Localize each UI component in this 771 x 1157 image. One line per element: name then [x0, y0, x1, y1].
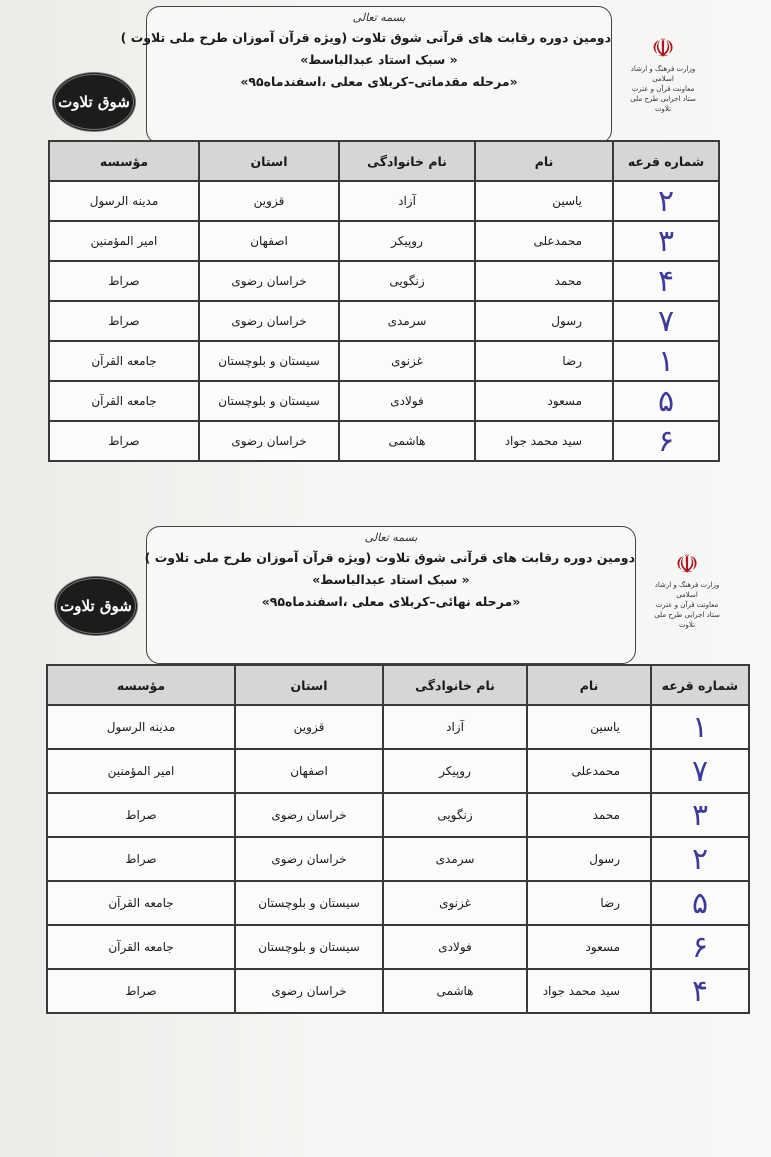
- table-row: [47, 749, 749, 793]
- draw-number: ۴: [651, 969, 749, 1013]
- table-row: [47, 705, 749, 749]
- first-name: محمدعلی: [475, 221, 613, 261]
- province: خراسان رضوی: [199, 261, 339, 301]
- institute: جامعه القرآن: [49, 381, 199, 421]
- table-row: [49, 341, 719, 381]
- province: سیستان و بلوچستان: [199, 341, 339, 381]
- table-header-row: [47, 665, 749, 705]
- draw-number: ۲: [613, 181, 719, 221]
- table-row: [49, 301, 719, 341]
- basmala: بسمه تعالی: [364, 531, 418, 544]
- header-line-1: دومین دوره رقابت های قرآنی شوق تلاوت (ویژه قرآن آموزان طرح ملی تلاوت ): [144, 550, 635, 565]
- header-box: [120, 6, 612, 144]
- province: اصفهان: [199, 221, 339, 261]
- institute: امیر المؤمنین: [49, 221, 199, 261]
- table-row: [49, 421, 719, 461]
- draw-number: ۶: [651, 925, 749, 969]
- last-name: سرمدی: [339, 301, 475, 341]
- first-name: سید محمد جواد: [475, 421, 613, 461]
- province: سیستان و بلوچستان: [235, 925, 383, 969]
- first-name: محمد: [475, 261, 613, 301]
- institute: صراط: [47, 969, 235, 1013]
- basmala: بسمه تعالی: [352, 11, 406, 24]
- last-name: روپیکر: [339, 221, 475, 261]
- table-row: [47, 925, 749, 969]
- last-name: هاشمی: [383, 969, 527, 1013]
- institute: امیر المؤمنین: [47, 749, 235, 793]
- last-name: فولادی: [383, 925, 527, 969]
- first-name: رضا: [527, 881, 651, 925]
- institute: صراط: [49, 261, 199, 301]
- province: خراسان رضوی: [199, 301, 339, 341]
- draw-number: ۵: [651, 881, 749, 925]
- province: قزوین: [199, 181, 339, 221]
- first-name: یاسین: [475, 181, 613, 221]
- institute: صراط: [49, 301, 199, 341]
- table-row: [49, 261, 719, 301]
- province: سیستان و بلوچستان: [199, 381, 339, 421]
- first-name: رضا: [475, 341, 613, 381]
- shogh-telavat-logo: [54, 576, 138, 636]
- province: اصفهان: [235, 749, 383, 793]
- table-row: [47, 969, 749, 1013]
- header-line-3: «مرحله نهائی–کربلای معلی ،اسفندماه۹۵»: [261, 594, 521, 609]
- last-name: غزنوی: [383, 881, 527, 925]
- institute: مدینه الرسول: [49, 181, 199, 221]
- province: خراسان رضوی: [235, 969, 383, 1013]
- draw-number: ۷: [651, 749, 749, 793]
- first-name: رسول: [475, 301, 613, 341]
- province: خراسان رضوی: [199, 421, 339, 461]
- col-header-institute: مؤسسه: [47, 665, 235, 705]
- table-row: [47, 837, 749, 881]
- first-name: محمدعلی: [527, 749, 651, 793]
- col-header-last-name: نام خانوادگی: [339, 141, 475, 181]
- last-name: آزاد: [339, 181, 475, 221]
- draw-number: ۵: [613, 381, 719, 421]
- institute: جامعه القرآن: [49, 341, 199, 381]
- last-name: زنگویی: [383, 793, 527, 837]
- header-line-2: « سبک استاد عبدالباسط»: [312, 572, 470, 587]
- last-name: هاشمی: [339, 421, 475, 461]
- province: سیستان و بلوچستان: [235, 881, 383, 925]
- iran-emblem: [628, 34, 698, 114]
- last-name: آزاد: [383, 705, 527, 749]
- header-line-1: دومین دوره رقابت های قرآنی شوق تلاوت (ویژه قرآن آموزان طرح ملی تلاوت ): [120, 30, 611, 45]
- province: قزوین: [235, 705, 383, 749]
- last-name: سرمدی: [383, 837, 527, 881]
- first-name: مسعود: [475, 381, 613, 421]
- table-row: [49, 381, 719, 421]
- col-header-last-name: نام خانوادگی: [383, 665, 527, 705]
- emblem-icon: ☫: [651, 34, 675, 64]
- col-header-province: استان: [235, 665, 383, 705]
- institute: صراط: [47, 837, 235, 881]
- first-name: محمد: [527, 793, 651, 837]
- institute: مدینه الرسول: [47, 705, 235, 749]
- first-name: یاسین: [527, 705, 651, 749]
- header-box: [146, 526, 636, 664]
- col-header-first-name: نام: [527, 665, 651, 705]
- draw-table: [46, 664, 750, 1014]
- last-name: زنگویی: [339, 261, 475, 301]
- header-line-2: « سبک استاد عبدالباسط»: [300, 52, 458, 67]
- draw-number: ۲: [651, 837, 749, 881]
- logo-text: شوق تلاوت: [60, 597, 132, 615]
- draw-number: ۷: [613, 301, 719, 341]
- shogh-telavat-logo: [52, 72, 136, 132]
- province: خراسان رضوی: [235, 837, 383, 881]
- draw-number: ۶: [613, 421, 719, 461]
- first-name: مسعود: [527, 925, 651, 969]
- logo-text: شوق تلاوت: [58, 93, 130, 111]
- col-header-first-name: نام: [475, 141, 613, 181]
- col-header-province: استان: [199, 141, 339, 181]
- province: خراسان رضوی: [235, 793, 383, 837]
- last-name: فولادی: [339, 381, 475, 421]
- draw-number: ۴: [613, 261, 719, 301]
- draw-number: ۱: [651, 705, 749, 749]
- first-name: سید محمد جواد: [527, 969, 651, 1013]
- last-name: غزنوی: [339, 341, 475, 381]
- table-row: [49, 221, 719, 261]
- table-header-row: [49, 141, 719, 181]
- table-row: [47, 793, 749, 837]
- draw-number: ۳: [613, 221, 719, 261]
- institute: جامعه القرآن: [47, 925, 235, 969]
- iran-emblem: [652, 550, 722, 630]
- emblem-org-text: وزارت فرهنگ و ارشاد اسلامی معاونت قرآن و عترت ستاد اجرایی طرح ملی تلاوت: [654, 581, 720, 629]
- draw-number: ۱: [613, 341, 719, 381]
- draw-number: ۳: [651, 793, 749, 837]
- header-line-3: «مرحله مقدماتی–کربلای معلی ،اسفندماه۹۵»: [240, 74, 518, 89]
- institute: صراط: [47, 793, 235, 837]
- table-row: [49, 181, 719, 221]
- col-header-number: شماره قرعه: [651, 665, 749, 705]
- col-header-number: شماره قرعه: [613, 141, 719, 181]
- emblem-org-text: وزارت فرهنگ و ارشاد اسلامی معاونت قرآن و عترت ستاد اجرایی طرح ملی تلاوت: [630, 65, 696, 113]
- col-header-institute: مؤسسه: [49, 141, 199, 181]
- institute: صراط: [49, 421, 199, 461]
- institute: جامعه القرآن: [47, 881, 235, 925]
- emblem-icon: ☫: [675, 550, 699, 580]
- draw-table: [48, 140, 720, 462]
- table-row: [47, 881, 749, 925]
- first-name: رسول: [527, 837, 651, 881]
- last-name: روپیکر: [383, 749, 527, 793]
